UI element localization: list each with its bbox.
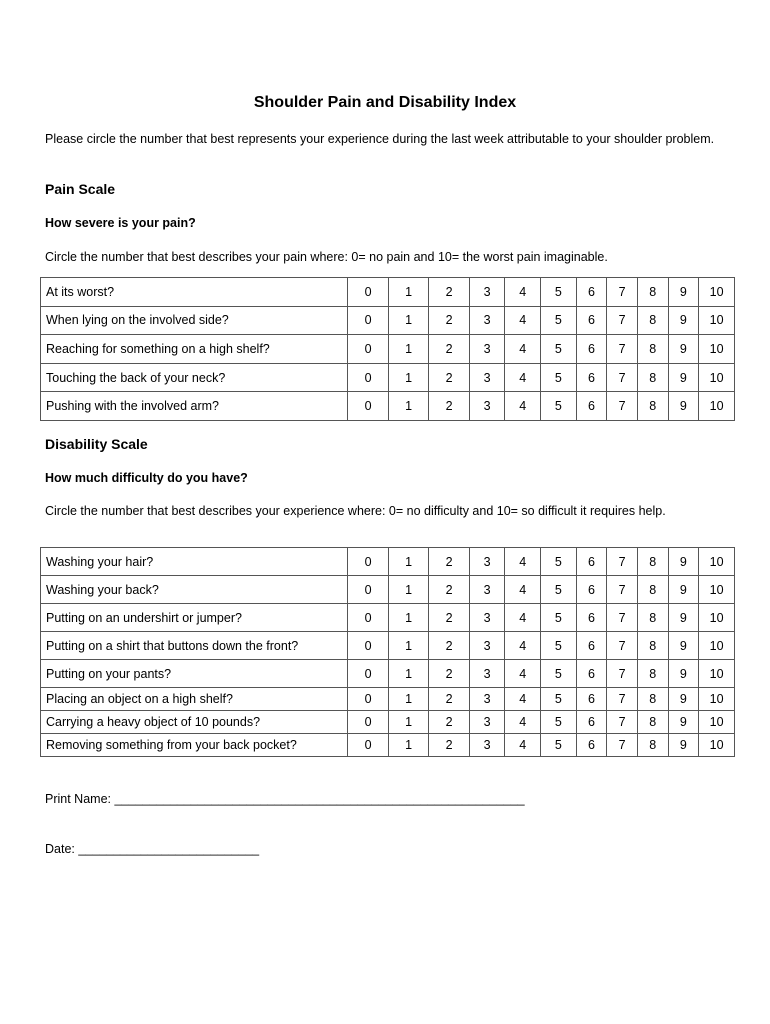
scale-option-2[interactable]: 2 <box>429 604 470 632</box>
table-row <box>41 734 735 757</box>
scale-option-1[interactable]: 1 <box>388 363 429 392</box>
scale-option-7[interactable]: 7 <box>607 632 638 660</box>
scale-option-3[interactable]: 3 <box>469 392 505 421</box>
scale-option-9[interactable]: 9 <box>668 734 699 757</box>
scale-option-10[interactable]: 10 <box>699 734 735 757</box>
scale-option-0[interactable]: 0 <box>348 688 389 711</box>
scale-option-4[interactable]: 4 <box>505 363 541 392</box>
scale-option-1[interactable]: 1 <box>388 632 429 660</box>
table-row <box>41 660 735 688</box>
scale-option-1[interactable]: 1 <box>388 660 429 688</box>
scale-option-2[interactable]: 2 <box>429 306 470 335</box>
item-label: Washing your hair? <box>41 548 348 576</box>
scale-option-1[interactable]: 1 <box>388 306 429 335</box>
table-row <box>41 548 735 576</box>
table-row <box>41 278 735 307</box>
scale-option-0[interactable]: 0 <box>348 335 389 364</box>
scale-option-2[interactable]: 2 <box>429 688 470 711</box>
scale-option-2[interactable]: 2 <box>429 548 470 576</box>
scale-option-9[interactable]: 9 <box>668 392 699 421</box>
scale-option-4[interactable]: 4 <box>505 335 541 364</box>
scale-option-5[interactable]: 5 <box>541 660 577 688</box>
scale-option-9[interactable]: 9 <box>668 278 699 307</box>
scale-option-5[interactable]: 5 <box>541 278 577 307</box>
scale-option-7[interactable]: 7 <box>607 576 638 604</box>
disability-scale-heading: Disability Scale <box>45 436 148 452</box>
scale-option-1[interactable]: 1 <box>388 604 429 632</box>
table-row <box>41 711 735 734</box>
scale-option-8[interactable]: 8 <box>637 660 668 688</box>
scale-option-1[interactable]: 1 <box>388 734 429 757</box>
scale-option-9[interactable]: 9 <box>668 306 699 335</box>
item-label: Putting on your pants? <box>41 660 348 688</box>
scale-option-3[interactable]: 3 <box>469 306 505 335</box>
scale-option-6[interactable]: 6 <box>576 548 607 576</box>
disability-instruction: Circle the number that best describes your experience where: 0= no difficulty and 10= so difficult it requires help. <box>45 504 666 518</box>
scale-option-6[interactable]: 6 <box>576 688 607 711</box>
scale-option-10[interactable]: 10 <box>699 660 735 688</box>
scale-option-8[interactable]: 8 <box>637 576 668 604</box>
scale-option-2[interactable]: 2 <box>429 335 470 364</box>
scale-option-7[interactable]: 7 <box>607 711 638 734</box>
scale-option-10[interactable]: 10 <box>699 548 735 576</box>
scale-option-5[interactable]: 5 <box>541 576 577 604</box>
item-label: Reaching for something on a high shelf? <box>41 335 348 364</box>
table-row <box>41 576 735 604</box>
scale-option-4[interactable]: 4 <box>505 660 541 688</box>
scale-option-4[interactable]: 4 <box>505 688 541 711</box>
scale-option-5[interactable]: 5 <box>541 711 577 734</box>
scale-option-8[interactable]: 8 <box>637 548 668 576</box>
scale-option-6[interactable]: 6 <box>576 306 607 335</box>
scale-option-2[interactable]: 2 <box>429 392 470 421</box>
scale-option-7[interactable]: 7 <box>607 363 638 392</box>
scale-option-9[interactable]: 9 <box>668 711 699 734</box>
scale-option-1[interactable]: 1 <box>388 548 429 576</box>
table-row <box>41 632 735 660</box>
item-label: Washing your back? <box>41 576 348 604</box>
disability-scale-table <box>40 547 735 757</box>
item-label: Pushing with the involved arm? <box>41 392 348 421</box>
scale-option-2[interactable]: 2 <box>429 576 470 604</box>
scale-option-10[interactable]: 10 <box>699 306 735 335</box>
scale-option-0[interactable]: 0 <box>348 660 389 688</box>
scale-option-7[interactable]: 7 <box>607 734 638 757</box>
scale-option-0[interactable]: 0 <box>348 604 389 632</box>
scale-option-0[interactable]: 0 <box>348 632 389 660</box>
scale-option-1[interactable]: 1 <box>388 711 429 734</box>
scale-option-8[interactable]: 8 <box>637 604 668 632</box>
scale-option-7[interactable]: 7 <box>607 548 638 576</box>
scale-option-8[interactable]: 8 <box>637 306 668 335</box>
pain-scale-table <box>40 277 735 421</box>
scale-option-1[interactable]: 1 <box>388 335 429 364</box>
scale-option-3[interactable]: 3 <box>469 688 505 711</box>
table-row <box>41 688 735 711</box>
scale-option-4[interactable]: 4 <box>505 392 541 421</box>
scale-option-10[interactable]: 10 <box>699 392 735 421</box>
scale-option-2[interactable]: 2 <box>429 734 470 757</box>
scale-option-5[interactable]: 5 <box>541 734 577 757</box>
page-title: Shoulder Pain and Disability Index <box>253 94 517 111</box>
scale-option-1[interactable]: 1 <box>388 688 429 711</box>
scale-option-6[interactable]: 6 <box>576 576 607 604</box>
scale-option-3[interactable]: 3 <box>469 363 505 392</box>
scale-option-5[interactable]: 5 <box>541 548 577 576</box>
table-row <box>41 604 735 632</box>
item-label: At its worst? <box>41 278 348 307</box>
scale-option-6[interactable]: 6 <box>576 335 607 364</box>
scale-option-0[interactable]: 0 <box>348 548 389 576</box>
scale-option-9[interactable]: 9 <box>668 548 699 576</box>
table-row <box>41 392 735 421</box>
scale-option-9[interactable]: 9 <box>668 688 699 711</box>
scale-option-5[interactable]: 5 <box>541 392 577 421</box>
item-label: Placing an object on a high shelf? <box>41 688 348 711</box>
scale-option-7[interactable]: 7 <box>607 278 638 307</box>
scale-option-7[interactable]: 7 <box>607 306 638 335</box>
scale-option-8[interactable]: 8 <box>637 632 668 660</box>
scale-option-3[interactable]: 3 <box>469 604 505 632</box>
scale-option-0[interactable]: 0 <box>348 278 389 307</box>
scale-option-6[interactable]: 6 <box>576 363 607 392</box>
scale-option-2[interactable]: 2 <box>429 278 470 307</box>
scale-option-9[interactable]: 9 <box>668 576 699 604</box>
scale-option-8[interactable]: 8 <box>637 711 668 734</box>
scale-option-2[interactable]: 2 <box>429 660 470 688</box>
scale-option-6[interactable]: 6 <box>576 734 607 757</box>
table-row <box>41 363 735 392</box>
scale-option-0[interactable]: 0 <box>348 363 389 392</box>
pain-question: How severe is your pain? <box>45 216 196 230</box>
scale-option-3[interactable]: 3 <box>469 632 505 660</box>
scale-option-6[interactable]: 6 <box>576 632 607 660</box>
scale-option-2[interactable]: 2 <box>429 632 470 660</box>
scale-option-8[interactable]: 8 <box>637 392 668 421</box>
scale-option-0[interactable]: 0 <box>348 306 389 335</box>
scale-option-3[interactable]: 3 <box>469 734 505 757</box>
scale-option-3[interactable]: 3 <box>469 576 505 604</box>
scale-option-6[interactable]: 6 <box>576 604 607 632</box>
scale-option-7[interactable]: 7 <box>607 392 638 421</box>
date-field[interactable]: Date: __________________________ <box>45 842 260 856</box>
scale-option-6[interactable]: 6 <box>576 711 607 734</box>
scale-option-5[interactable]: 5 <box>541 363 577 392</box>
item-label: Touching the back of your neck? <box>41 363 348 392</box>
scale-option-4[interactable]: 4 <box>505 278 541 307</box>
scale-option-8[interactable]: 8 <box>637 734 668 757</box>
scale-option-10[interactable]: 10 <box>699 278 735 307</box>
scale-option-3[interactable]: 3 <box>469 660 505 688</box>
scale-option-0[interactable]: 0 <box>348 392 389 421</box>
scale-option-6[interactable]: 6 <box>576 660 607 688</box>
scale-option-9[interactable]: 9 <box>668 335 699 364</box>
scale-option-5[interactable]: 5 <box>541 604 577 632</box>
scale-option-1[interactable]: 1 <box>388 392 429 421</box>
scale-option-10[interactable]: 10 <box>699 363 735 392</box>
scale-option-10[interactable]: 10 <box>699 335 735 364</box>
scale-option-6[interactable]: 6 <box>576 392 607 421</box>
scale-option-10[interactable]: 10 <box>699 632 735 660</box>
scale-option-6[interactable]: 6 <box>576 278 607 307</box>
scale-option-7[interactable]: 7 <box>607 335 638 364</box>
scale-option-5[interactable]: 5 <box>541 688 577 711</box>
scale-option-3[interactable]: 3 <box>469 548 505 576</box>
scale-option-2[interactable]: 2 <box>429 711 470 734</box>
scale-option-7[interactable]: 7 <box>607 660 638 688</box>
scale-option-3[interactable]: 3 <box>469 335 505 364</box>
print-name-field[interactable]: Print Name: ___________________________________________________________ <box>45 792 525 806</box>
scale-option-10[interactable]: 10 <box>699 688 735 711</box>
scale-option-4[interactable]: 4 <box>505 711 541 734</box>
scale-option-9[interactable]: 9 <box>668 604 699 632</box>
table-row <box>41 335 735 364</box>
scale-option-5[interactable]: 5 <box>541 632 577 660</box>
scale-option-4[interactable]: 4 <box>505 734 541 757</box>
scale-option-1[interactable]: 1 <box>388 278 429 307</box>
scale-option-3[interactable]: 3 <box>469 711 505 734</box>
scale-option-7[interactable]: 7 <box>607 604 638 632</box>
scale-option-7[interactable]: 7 <box>607 688 638 711</box>
scale-option-8[interactable]: 8 <box>637 278 668 307</box>
pain-instruction: Circle the number that best describes your pain where: 0= no pain and 10= the worst pain imaginable. <box>45 250 608 264</box>
scale-option-0[interactable]: 0 <box>348 576 389 604</box>
scale-option-9[interactable]: 9 <box>668 660 699 688</box>
scale-option-10[interactable]: 10 <box>699 711 735 734</box>
scale-option-10[interactable]: 10 <box>699 604 735 632</box>
scale-option-9[interactable]: 9 <box>668 363 699 392</box>
table-row <box>41 306 735 335</box>
item-label: Carrying a heavy object of 10 pounds? <box>41 711 348 734</box>
scale-option-8[interactable]: 8 <box>637 688 668 711</box>
item-label: Putting on a shirt that buttons down the front? <box>41 632 348 660</box>
scale-option-10[interactable]: 10 <box>699 576 735 604</box>
scale-option-4[interactable]: 4 <box>505 632 541 660</box>
scale-option-9[interactable]: 9 <box>668 632 699 660</box>
scale-option-0[interactable]: 0 <box>348 711 389 734</box>
scale-option-4[interactable]: 4 <box>505 576 541 604</box>
scale-option-5[interactable]: 5 <box>541 306 577 335</box>
scale-option-8[interactable]: 8 <box>637 335 668 364</box>
scale-option-8[interactable]: 8 <box>637 363 668 392</box>
scale-option-1[interactable]: 1 <box>388 576 429 604</box>
scale-option-4[interactable]: 4 <box>505 306 541 335</box>
scale-option-4[interactable]: 4 <box>505 548 541 576</box>
disability-question: How much difficulty do you have? <box>45 471 248 485</box>
item-label: When lying on the involved side? <box>41 306 348 335</box>
scale-option-3[interactable]: 3 <box>469 278 505 307</box>
scale-option-2[interactable]: 2 <box>429 363 470 392</box>
scale-option-5[interactable]: 5 <box>541 335 577 364</box>
item-label: Removing something from your back pocket? <box>41 734 348 757</box>
scale-option-0[interactable]: 0 <box>348 734 389 757</box>
item-label: Putting on an undershirt or jumper? <box>41 604 348 632</box>
pain-scale-heading: Pain Scale <box>45 181 116 197</box>
intro-text: Please circle the number that best represents your experience during the last week attributable to your shoulder problem. <box>45 132 715 146</box>
scale-option-4[interactable]: 4 <box>505 604 541 632</box>
